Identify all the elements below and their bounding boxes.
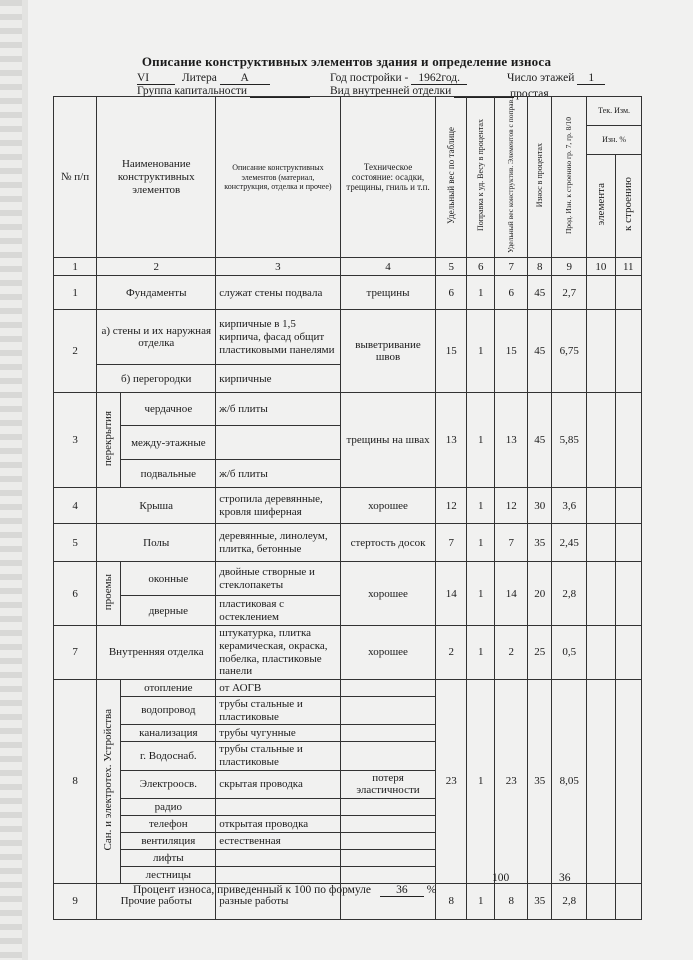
header-correction: Поправка к уд. Весу в процентах (475, 119, 485, 232)
colnum: 8 (528, 258, 552, 276)
element-desc: трубы чугунные (216, 725, 340, 742)
cell-weight-corr: 6 (495, 276, 528, 310)
binding-holes (0, 0, 22, 960)
cell-correction: 1 (467, 276, 495, 310)
group-label: Сан. и электротех. Устройства (102, 708, 115, 851)
colnum: 6 (467, 258, 495, 276)
row-num: 8 (54, 680, 97, 884)
page-title: Описание конструктивных элементов здания и определение износа (141, 54, 552, 69)
element-desc: штукатурка, плитка керамическая, окраска, побелка, пластиковые панели (216, 626, 340, 680)
sub-element-name: между-этажные (121, 426, 216, 460)
finish-value: простая (510, 88, 549, 100)
element-desc (216, 798, 340, 815)
row-num: 1 (54, 276, 97, 310)
header-tek: Тек. Изм. (587, 97, 642, 126)
element-desc: стропила деревянные, кровля шиферная (216, 488, 340, 524)
element-state: трещины на швах (340, 393, 436, 488)
row-num: 6 (54, 562, 97, 626)
litera-value: А (220, 72, 270, 85)
cell-weight-corr: 8 (495, 883, 528, 919)
header-wear: Износ в процентах (534, 143, 544, 208)
table-row (54, 562, 642, 596)
cell-wear: 20 (528, 562, 552, 626)
header-weight-corr: Удельный вес конструктив. Элементов с поправ. (506, 98, 516, 253)
cell-weight-corr: 14 (495, 562, 528, 626)
element-name: а) стены и их наружная отделка (97, 310, 216, 365)
sub-element-name: лестницы (121, 866, 216, 883)
footer-formula (133, 884, 436, 897)
cell-weight-corr: 2 (495, 626, 528, 680)
group-number: VI (137, 72, 175, 85)
element-name: Внутренняя отделка (97, 626, 216, 680)
element-desc: трубы стальные и пластиковые (216, 697, 340, 725)
cell-wear: 25 (528, 626, 552, 680)
header-product: Прод. Изн. к строению гр. 7, гр. 8/10 (564, 116, 574, 234)
sub-element-name: чердачное (121, 393, 216, 426)
element-desc: от АОГВ (216, 680, 340, 697)
table-row (54, 276, 642, 310)
element-desc: служат стены подвала (216, 276, 340, 310)
footer-value: 36 (380, 884, 424, 897)
cell-weight: 13 (436, 393, 467, 488)
row-num: 4 (54, 488, 97, 524)
header-element: элемента (594, 183, 607, 226)
cell-product: 2,8 (552, 883, 587, 919)
table-row (54, 310, 642, 365)
element-name: Крыша (97, 488, 216, 524)
table-row (54, 626, 642, 680)
element-name: Полы (97, 524, 216, 562)
cell-wear: 45 (528, 393, 552, 488)
cell-weight: 14 (436, 562, 467, 626)
cell-wear: 45 (528, 310, 552, 393)
sub-element-name: канализация (121, 725, 216, 742)
header-num: № п/п (54, 97, 97, 258)
cell-product: 2,8 (552, 562, 587, 626)
cell-product: 5,85 (552, 393, 587, 488)
colnum: 11 (615, 258, 641, 276)
row-num: 7 (54, 626, 97, 680)
cell-weight: 7 (436, 524, 467, 562)
element-state: трещины (340, 276, 436, 310)
element-name: Фундаменты (97, 276, 216, 310)
cell-correction: 1 (467, 393, 495, 488)
group-label: перекрытия (102, 411, 115, 467)
cell-weight-corr: 15 (495, 310, 528, 393)
cell-product: 3,6 (552, 488, 587, 524)
wear-total: 36 (559, 872, 571, 884)
row-num: 5 (54, 524, 97, 562)
row-num: 3 (54, 393, 97, 488)
table-row (54, 393, 642, 426)
cell-wear: 30 (528, 488, 552, 524)
cell-correction: 1 (467, 562, 495, 626)
element-state: выветривание швов (340, 310, 436, 393)
element-desc: естественная (216, 832, 340, 849)
floors-value: 1 (577, 72, 605, 85)
element-desc: ж/б плиты (216, 460, 340, 488)
cell-wear: 35 (528, 680, 552, 884)
footer-unit: % (426, 884, 437, 896)
header-weight: Удельный вес по таблице (445, 126, 456, 224)
group-label: Группа капитальности (137, 85, 248, 97)
element-desc (216, 849, 340, 866)
cell-weight: 23 (436, 680, 467, 884)
sub-element-name: отопление (121, 680, 216, 697)
cell-correction: 1 (467, 310, 495, 393)
header-to-building: к строению (621, 177, 634, 232)
cell-product: 6,75 (552, 310, 587, 393)
litera-label: Литера (181, 72, 217, 84)
row-num: 2 (54, 310, 97, 393)
colnum: 7 (495, 258, 528, 276)
wear-table (53, 96, 642, 920)
sub-element-name: г. Водоснаб. (121, 742, 216, 770)
colnum: 4 (340, 258, 436, 276)
sub-element-name: вентиляция (121, 832, 216, 849)
cell-correction: 1 (467, 524, 495, 562)
element-desc: деревянные, линолеум, плитка, бетонные (216, 524, 340, 562)
cell-wear: 35 (528, 524, 552, 562)
cell-correction: 1 (467, 883, 495, 919)
cell-wear: 45 (528, 276, 552, 310)
sub-element-name: лифты (121, 849, 216, 866)
group-label: проемы (102, 574, 115, 611)
element-state: хорошее (340, 626, 436, 680)
cell-weight: 8 (436, 883, 467, 919)
table-row (54, 488, 642, 524)
element-desc: двойные створные и стеклопакеты (216, 562, 340, 596)
info-line-1 (137, 72, 270, 85)
element-desc: пластиковая с остеклением (216, 596, 340, 626)
sub-element-name: радио (121, 798, 216, 815)
element-desc: скрытая проводка (216, 770, 340, 798)
cell-product: 0,5 (552, 626, 587, 680)
cell-wear: 35 (528, 883, 552, 919)
element-desc: кирпичные в 1,5 кирпича, фасад общит пластиковыми панелями (216, 310, 340, 365)
colnum: 1 (54, 258, 97, 276)
cell-correction: 1 (467, 626, 495, 680)
sub-element-name: водопровод (121, 697, 216, 725)
cell-correction: 1 (467, 488, 495, 524)
element-name: Прочие работы (97, 883, 216, 919)
cell-correction: 1 (467, 680, 495, 884)
row-num: 9 (54, 883, 97, 919)
element-desc (216, 866, 340, 883)
colnum: 10 (587, 258, 615, 276)
sub-element-name: оконные (121, 562, 216, 596)
year-value: 1962год. (411, 72, 467, 85)
colnum: 2 (97, 258, 216, 276)
cell-weight-corr: 12 (495, 488, 528, 524)
element-state: стертость досок (340, 524, 436, 562)
header-name: Наименование конструктивных элементов (97, 97, 216, 258)
cell-weight: 15 (436, 310, 467, 393)
cell-weight: 2 (436, 626, 467, 680)
cell-weight-corr: 13 (495, 393, 528, 488)
column-numbers-row (54, 258, 642, 276)
floors-label: Число этажей (507, 72, 575, 84)
colnum: 3 (216, 258, 340, 276)
cell-product: 2,7 (552, 276, 587, 310)
cell-weight-corr: 7 (495, 524, 528, 562)
cell-product: 8,05 (552, 680, 587, 884)
weight-total: 100 (492, 872, 510, 884)
floors-block (507, 72, 605, 85)
cell-weight-corr: 23 (495, 680, 528, 884)
sub-element-name: Электроосв. (121, 770, 216, 798)
footer-label: Процент износа, приведенный к 100 по формуле (133, 884, 372, 896)
sub-element-name: телефон (121, 815, 216, 832)
binding-edge (22, 0, 28, 960)
cell-product: 2,45 (552, 524, 587, 562)
header-izn: Изн. % (587, 125, 642, 154)
cell-weight: 12 (436, 488, 467, 524)
sub-element-name: дверные (121, 596, 216, 626)
element-desc (216, 426, 340, 460)
year-label: Год постройки - (330, 72, 409, 84)
element-desc: открытая проводка (216, 815, 340, 832)
element-state: потеря эластичности (340, 770, 436, 798)
header-desc: Описание конструктивных элементов (материал, конструкция, отделка и прочее) (216, 97, 340, 258)
element-state: хорошее (340, 562, 436, 626)
element-desc: кирпичные (216, 365, 340, 393)
header-state: Техническое состояние: осадки, трещины, гниль и т.п. (340, 97, 436, 258)
element-desc: ж/б плиты (216, 393, 340, 426)
element-desc: трубы стальные и пластиковые (216, 742, 340, 770)
table-row (54, 680, 642, 697)
cell-weight: 6 (436, 276, 467, 310)
year-block (330, 72, 467, 85)
element-name: б) перегородки (97, 365, 216, 393)
finish-label: Вид внутренней отделки (330, 85, 452, 97)
colnum: 9 (552, 258, 587, 276)
element-state: хорошее (340, 488, 436, 524)
table-row (54, 524, 642, 562)
sub-element-name: подвальные (121, 460, 216, 488)
element-desc: разные работы (216, 883, 340, 919)
colnum: 5 (436, 258, 467, 276)
